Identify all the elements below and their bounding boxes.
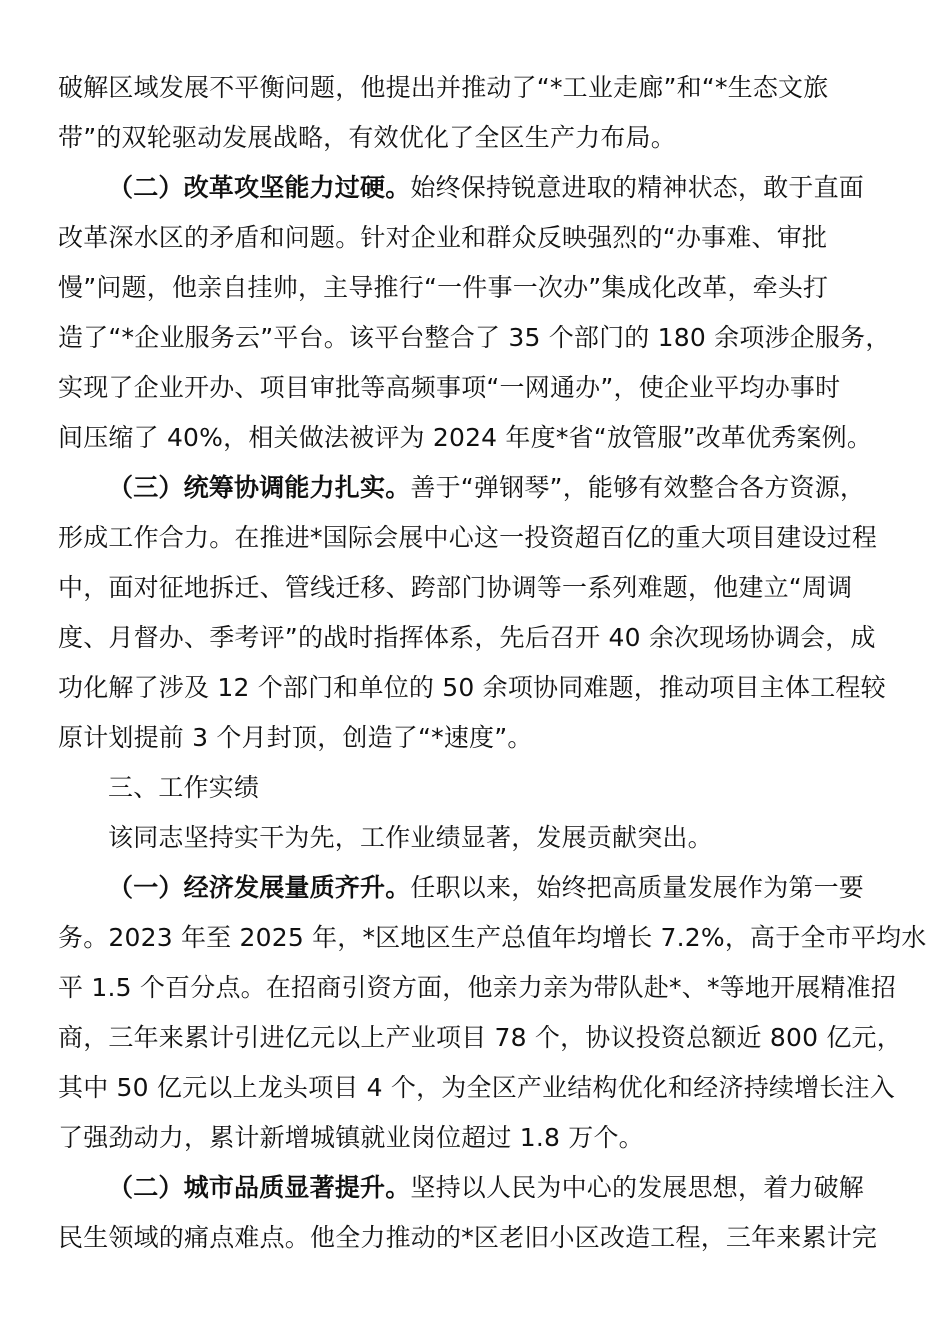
section-paragraph-start — [108, 463, 865, 513]
line-text: 破解区域发展不平衡问题，他提出并推动了“*工业走廊”和“*生态文旅 — [58, 73, 829, 102]
text-line — [58, 563, 852, 613]
section-paragraph-start — [108, 163, 864, 213]
line-text: 该同志坚持实干为先，工作业绩显著，发展贡献突出。 — [108, 823, 713, 852]
text-line — [58, 363, 840, 413]
line-text: 其中 50 亿元以上龙头项目 4 个，为全区产业结构优化和经济持续增长注入 — [58, 1073, 895, 1102]
text-line — [58, 63, 828, 113]
text-line — [58, 663, 886, 713]
line-text: 善于“弹钢琴”，能够有效整合各方资源， — [410, 473, 866, 502]
text-line — [58, 513, 877, 563]
text-line — [58, 213, 827, 263]
text-line — [58, 1213, 877, 1263]
section-heading: （二）城市品质显著提升。 — [108, 1173, 411, 1202]
text-line — [58, 1013, 902, 1063]
line-text: 民生领域的痛点难点。他全力推动的*区老旧小区改造工程，三年来累计完 — [58, 1223, 878, 1252]
section-heading: （二）改革攻坚能力过硬。 — [108, 173, 411, 202]
section-heading: （三）统筹协调能力扎实。 — [108, 473, 411, 502]
line-text: 中，面对征地拆迁、管线迁移、跨部门协调等一系列难题，他建立“周调 — [58, 573, 853, 602]
text-line — [58, 1063, 895, 1113]
line-text: 度、月督办、季考评”的战时指挥体系，先后召开 40 余次现场协调会，成 — [58, 623, 876, 652]
section-paragraph-start — [108, 1163, 864, 1213]
text-line — [58, 413, 872, 463]
line-text: 带”的双轮驱动发展战略，有效优化了全区生产力布局。 — [58, 123, 676, 152]
line-text: 商，三年来累计引进亿元以上产业项目 78 个，协议投资总额近 800 亿元， — [58, 1023, 902, 1052]
line-text: 造了“*企业服务云”平台。该平台整合了 35 个部门的 180 余项涉企服务， — [58, 323, 891, 352]
text-line — [58, 613, 876, 663]
text-line — [58, 713, 533, 763]
chapter-heading — [108, 763, 259, 813]
text-line — [58, 313, 891, 363]
section-paragraph-start — [108, 863, 864, 913]
line-text: 间压缩了 40%，相关做法被评为 2024 年度*省“放管服”改革优秀案例。 — [58, 423, 873, 452]
line-text: 实现了企业开办、项目审批等高频事项“一网通办”，使企业平均办事时 — [58, 373, 841, 402]
line-text: 任职以来，始终把高质量发展作为第一要 — [410, 873, 865, 902]
line-text: 了强劲动力，累计新增城镇就业岗位超过 1.8 万个。 — [58, 1123, 644, 1152]
line-text: 坚持以人民为中心的发展思想，着力破解 — [410, 1173, 865, 1202]
section-heading: （一）经济发展量质齐升。 — [108, 873, 411, 902]
text-line — [108, 813, 713, 863]
chapter-heading-text: 三、工作实绩 — [108, 773, 260, 802]
text-line — [58, 113, 676, 163]
text-line — [58, 263, 828, 313]
line-text: 务。2023 年至 2025 年，*区地区生产总值年均增长 7.2%，高于全市平均水 — [58, 923, 927, 952]
line-text: 原计划提前 3 个月封顶，创造了“*速度”。 — [58, 723, 533, 752]
line-text: 始终保持锐意进取的精神状态，敢于直面 — [410, 173, 865, 202]
line-text: 平 1.5 个百分点。在招商引资方面，他亲力亲为带队赴*、*等地开展精准招 — [58, 973, 897, 1002]
line-text: 功化解了涉及 12 个部门和单位的 50 余项协同难题，推动项目主体工程较 — [58, 673, 886, 702]
line-text: 慢”问题，他亲自挂帅，主导推行“一件事一次办”集成化改革，牵头打 — [58, 273, 829, 302]
line-text: 改革深水区的矛盾和问题。针对企业和群众反映强烈的“办事难、审批 — [58, 223, 828, 252]
line-text: 形成工作合力。在推进*国际会展中心这一投资超百亿的重大项目建设过程 — [58, 523, 878, 552]
text-line — [58, 913, 926, 963]
text-line — [58, 963, 896, 1013]
text-line — [58, 1113, 644, 1163]
